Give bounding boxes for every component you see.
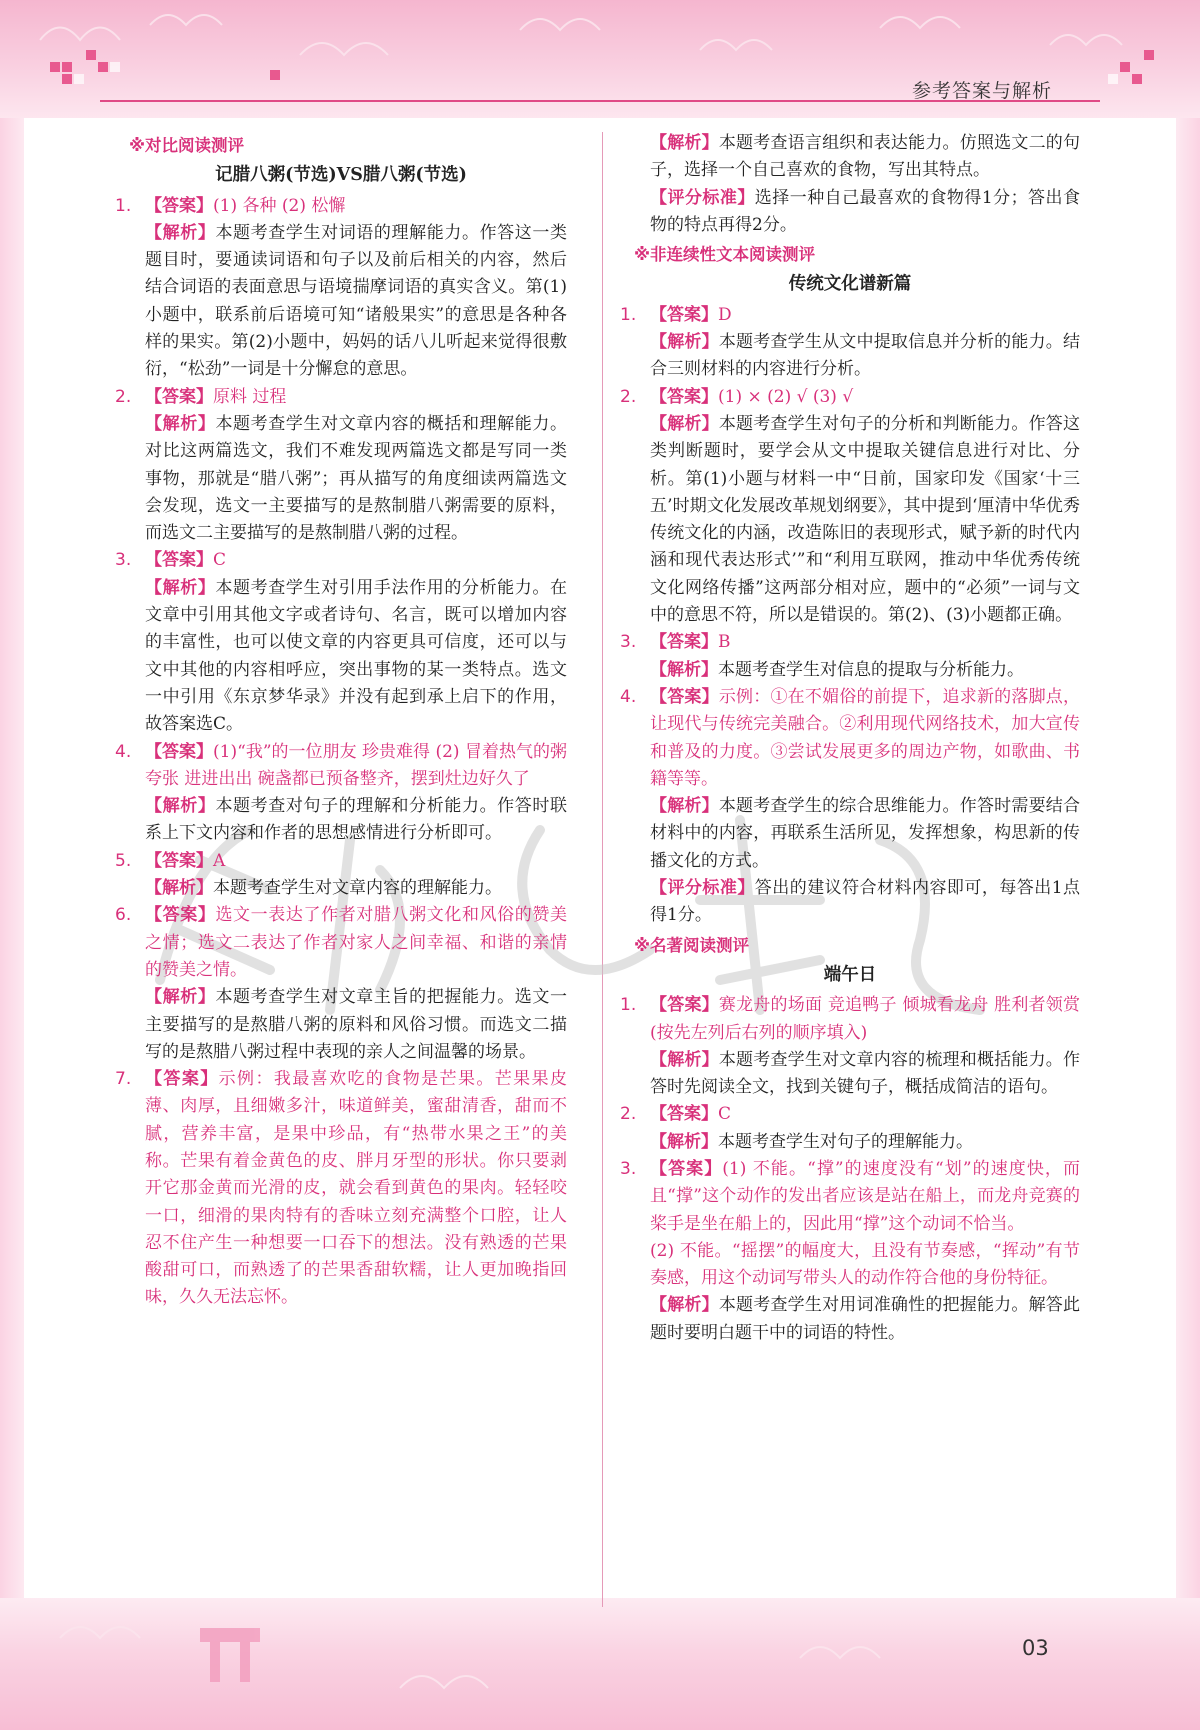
question-number: 3.	[115, 550, 132, 571]
score-label: 【评分标准】	[650, 187, 755, 208]
analysis-text: 本题考查学生对引用手法作用的分析能力。在文章中引用其他文字或者诗句、名言，既可以增加内容的丰富性，也可以使文章的内容更具可信度，还可以与文中其他的内容相呼应，突出事物的某一类特点。选文一中引用《东京梦华录》并没有起到承上启下的作用，故答案选C。	[145, 577, 568, 735]
answer-text: 选文一表达了作者对腊八粥文化和风俗的赞美之情；选文二表达了作者对家人之间幸福、和谐的亲情的赞美之情。	[145, 905, 568, 980]
answer-text: D	[718, 304, 732, 325]
answer-label: 【答案】	[145, 850, 213, 871]
question-number: 3.	[620, 1158, 637, 1179]
analysis-label: 【解析】	[145, 413, 216, 434]
analysis-text: 本题考查学生对文章内容的梳理和概括能力。作答时先阅读全文，找到关键句子，概括成简洁的语句。	[650, 1049, 1081, 1098]
analysis-label: 【解析】	[145, 987, 216, 1008]
analysis-text: 本题考查学生对信息的提取与分析能力。	[718, 659, 1024, 680]
answer-label: 【答案】	[650, 1158, 723, 1179]
answer-label: 【答案】	[145, 905, 216, 926]
analysis-label: 【解析】	[145, 577, 216, 598]
analysis-label: 【解析】	[650, 1131, 718, 1152]
question-number: 1.	[115, 195, 132, 216]
question-number: 2.	[115, 386, 132, 407]
answer-text: B	[718, 632, 731, 653]
question-s3	[620, 1156, 1080, 1347]
analysis-label: 【解析】	[145, 222, 216, 243]
analysis-label: 【解析】	[650, 413, 719, 434]
answer-text: 示例：①在不媚俗的前提下，追求新的落脚点，让现代与传统完美融合。②利用现代网络技术，加大宣传和普及的力度。③尝试发展更多的周边产物，如歌曲、书籍等等。	[650, 686, 1081, 789]
answer-text: (1) × (2) √ (3) √	[718, 386, 854, 407]
question-r4	[620, 684, 1080, 930]
answer-text: (1) 各种 (2) 松懈	[213, 195, 346, 216]
answer-text: (1) 不能。“撑”的速度没有“划”的速度快，而且“撑”这个动作的发出者应该是站在船上，而龙舟竞赛的桨手是坐在船上的，因此用“撑”这个动词不恰当。	[650, 1158, 1081, 1234]
question-number: 3.	[620, 632, 637, 653]
question-2	[115, 384, 567, 548]
analysis-label: 【解析】	[145, 796, 216, 817]
question-number: 4.	[115, 741, 132, 762]
answer-label: 【答案】	[650, 1104, 718, 1125]
answer-text: C	[718, 1104, 732, 1125]
question-3	[115, 547, 567, 738]
analysis-text: 本题考查学生从文中提取信息并分析的能力。结合三则材料的内容进行分析。	[650, 332, 1081, 380]
answer-label: 【答案】	[650, 386, 718, 407]
article-title: 端午日	[823, 964, 877, 985]
question-number: 2.	[620, 386, 637, 407]
answer-label: 【答案】	[145, 741, 214, 762]
question-s1	[620, 992, 1080, 1101]
analysis-text: 本题考查对句子的理解和分析能力。作答时联系上下文内容和作者的思想感情进行分析即可。	[145, 796, 568, 844]
answer-text: (1)“我”的一位朋友 珍贵难得 (2) 冒着热气的粥 夸张 进进出出 碗盏都已预备整齐，摆到灶边好久了	[145, 741, 567, 789]
analysis-label: 【解析】	[650, 1295, 719, 1316]
answer-label: 【答案】	[650, 304, 718, 325]
article-title: 记腊八粥(节选)VS腊八粥(节选)	[215, 165, 467, 186]
score-text: 选择一种自己最喜欢的食物得1分；答出食物的特点再得2分。	[650, 187, 1080, 235]
question-r2	[620, 384, 1080, 630]
answer-label: 【答案】	[145, 1069, 219, 1090]
column-divider	[602, 132, 603, 1607]
analysis-label: 【解析】	[650, 659, 718, 680]
question-5	[115, 848, 567, 903]
analysis-text: 本题考查学生对文章内容的概括和理解能力。对比这两篇选文，我们不难发现两篇选文都是写同一类事物，那就是“腊八粥”；再从描写的角度细读两篇选文会发现，选文一主要描写的是熬制腊八粥需要的原料，而选文二主要描写的是熬制腊八粥的过程。	[145, 413, 568, 544]
question-r1	[620, 302, 1080, 384]
question-number: 1.	[620, 304, 637, 325]
analysis-label: 【解析】	[650, 332, 719, 353]
score-text: 答出的建议符合材料内容即可，每答出1点得1分。	[650, 878, 1080, 926]
footer-pattern	[0, 1598, 1200, 1730]
right-column	[620, 130, 1080, 1347]
answer-label: 【答案】	[650, 686, 719, 707]
question-number: 2.	[620, 1104, 637, 1125]
analysis-label: 【解析】	[650, 796, 719, 817]
left-column	[115, 130, 567, 1312]
header-title: 参考答案与解析	[911, 80, 1052, 102]
question-number: 4.	[620, 686, 637, 707]
question-r3	[620, 629, 1080, 684]
question-number: 7.	[115, 1069, 132, 1090]
question-7	[115, 1066, 567, 1312]
answer-text: 赛龙舟的场面 竞追鸭子 倾城看龙舟 胜利者领赏(按先左列后右列的顺序填入)	[650, 995, 1080, 1043]
analysis-text: 本题考查学生对句子的理解能力。	[718, 1131, 973, 1152]
question-number: 5.	[115, 850, 132, 871]
answer-text: 原料 过程	[213, 386, 287, 407]
answer-text: A	[213, 850, 226, 871]
analysis-text: 本题考查学生的综合思维能力。作答时需要结合材料中的内容，再联系生活所见，发挥想象，构思新的传播文化的方式。	[650, 796, 1081, 871]
question-number: 6.	[115, 905, 132, 926]
analysis-text: 本题考查学生对文章主旨的把握能力。选文一主要描写的是熬腊八粥的原料和风俗习惯。而选文二描写的是熬腊八粥过程中表现的亲人之间温馨的场景。	[145, 987, 568, 1062]
answer-label: 【答案】	[145, 386, 213, 407]
question-s2	[620, 1101, 1080, 1156]
analysis-text: 本题考查学生对用词准确性的把握能力。解答此题时要明白题干中的词语的特性。	[650, 1295, 1081, 1343]
score-label: 【评分标准】	[650, 878, 755, 899]
question-number: 1.	[620, 995, 637, 1016]
analysis-label: 【解析】	[650, 133, 719, 153]
analysis-text: 本题考查学生对句子的分析和判断能力。作答这类判断题时，要学会从文中提取关键信息进行对比、分析。第(1)小题与材料一中“日前，国家印发《国家‘十三五’时期文化发展改革规划纲要》，其中提到‘厘清中华优秀传统文化的内涵，改造陈旧的表现形式，赋予新的时代内涵和现代表达形式’”和“利用互联网，推动中华优秀传统文化网络传播”这两部分相对应，题中的“必须”一词与文中的意思不符，所以是错误的。第(2)、(3)小题都正确。	[650, 413, 1081, 626]
section-heading: ※名著阅读测评	[634, 935, 750, 955]
answer-label: 【答案】	[650, 632, 718, 653]
answer-text: 示例：我最喜欢吃的食物是芒果。芒果果皮薄、肉厚，且细嫩多汁，味道鲜美，蜜甜清香，甜而不腻，营养丰富，是果中珍品，有“热带水果之王”的美称。芒果有着金黄色的皮、胖月牙型的形状。你只要剥开它那金黄而光滑的皮，就会看到黄色的果肉。轻轻咬一口，细滑的果肉特有的香味立刻充满整个口腔，让人忍不住产生一种想要一口吞下的想法。没有熟透的芒果酸甜可口，而熟透了的芒果香甜软糯，让人更加晚指回味，久久无法忘怀。	[145, 1069, 568, 1308]
right-border-decoration	[1176, 118, 1200, 1598]
analysis-text: 本题考查语言组织和表达能力。仿照选文二的句子，选择一个自己喜欢的食物，写出其特点。	[650, 133, 1081, 181]
analysis-text: 本题考查学生对词语的理解能力。作答这一类题目时，要通读词语和句子以及前后相关的内容，然后结合词语的表面意思与语境揣摩词语的真实含义。第(1)小题中，联系前后语境可知“诸般果实”的意思是各种各样的果实。第(2)小题中，妈妈的话八儿听起来觉得很敷衍，“松劲”一词是十分懈怠的意思。	[145, 222, 568, 380]
analysis-label: 【解析】	[145, 878, 213, 899]
article-title: 传统文化谱新篇	[788, 274, 912, 295]
answer-label: 【答案】	[145, 550, 213, 571]
section-heading: ※非连续性文本阅读测评	[634, 245, 816, 265]
answer-label: 【答案】	[650, 995, 719, 1016]
section-heading: ※对比阅读测评	[129, 136, 245, 155]
question-7-continued	[620, 130, 1080, 239]
page-number: 03	[1022, 1636, 1049, 1660]
answer-text: C	[213, 550, 227, 571]
analysis-text: 本题考查学生对文章内容的理解能力。	[213, 878, 502, 899]
answer-text-2: (2) 不能。“摇摆”的幅度大，且没有节奏感，“挥动”有节奏感，用这个动词写带头人的动作符合他的身份特征。	[650, 1240, 1080, 1289]
question-1	[115, 193, 567, 384]
question-6	[115, 902, 567, 1066]
left-border-decoration	[0, 118, 24, 1598]
analysis-label: 【解析】	[650, 1049, 719, 1070]
question-4	[115, 739, 567, 848]
answer-label: 【答案】	[145, 195, 213, 216]
